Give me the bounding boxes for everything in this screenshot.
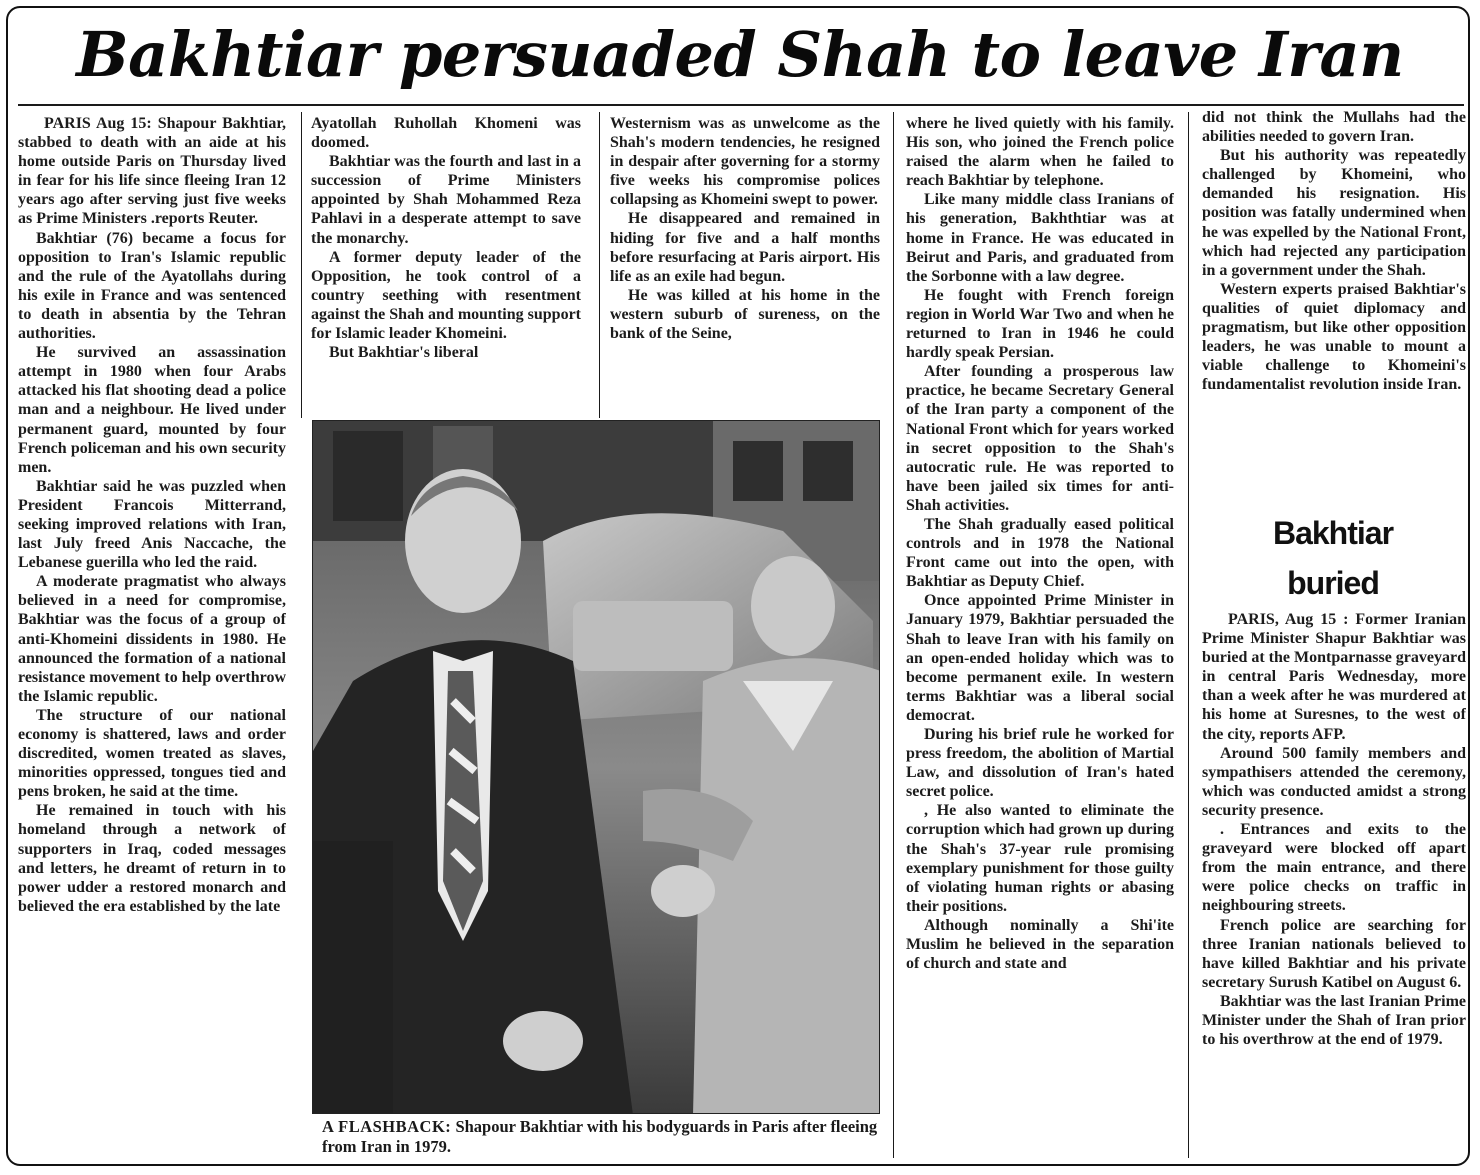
photo-caption (322, 1117, 880, 1157)
sub-headline-line: buried (1287, 565, 1379, 601)
article-column-2 (311, 114, 581, 414)
paragraph: Westernism was as unwelcome as the Shah's modern tendencies, he resigned in despair after governing for a stormy five weeks his compromise polices collapsing as Khomeini swept to power. (610, 115, 880, 209)
paragraph: PARIS Aug 15: Shapour Bakhtiar, stabbed to death with an aide at his home outside Paris on Thursday lived in fear for his life since fleeing Iran 12 years ago after serving just five weeks as Prime Ministers .reports Reuter. (18, 115, 286, 228)
headline: Bakhtiar persuaded Shah to leave Iran (76, 18, 1404, 91)
paragraph: But his authority was repeatedly challenged by Khomeini, who demanded his resignation. His position was fatally undermined when he was expelled by the National Front, which had rejected any participation in a government under the Shah. (1202, 147, 1466, 279)
paragraph: Bakhtiar said he was puzzled when President Francois Mitterrand, seeking improved relations with Iran, last July freed Anis Naccache, the Lebanese guerilla who led the raid. (18, 477, 286, 572)
paragraph: He remained in touch with his homeland through a network of supporters in Iraq, coded messages and letters, he dreamt of return in to power udder a restored monarch and believed the era established by the late (18, 802, 286, 915)
paragraph: did not think the Mullahs had the abilities needed to govern Iran. (1202, 109, 1466, 146)
sub-headline (1200, 508, 1466, 608)
paragraph: Once appointed Prime Minister in January 1979, Bakhtiar persuaded the Shah to leave Iran with his family on an open-ended holiday which was to become permanent exile. In western terms Bakhtiar was a liberal social democrat. (906, 592, 1174, 724)
paragraph: where he lived quietly with his family. His son, who joined the French police raised the alarm when he failed to reach Bakhtiar by telephone. (906, 115, 1174, 190)
paragraph: French police are searching for three Iranian nationals believed to have killed Bakhtiar and his private secretary Surush Katibel on August 6. (1202, 916, 1466, 991)
paragraph: . Entrances and exits to the graveyard were blocked off apart from the main entrance, and there were police checks on traffic in neighbouring streets. (1202, 821, 1466, 915)
news-photograph (312, 420, 880, 1114)
paragraph: Bakhtiar (76) became a focus for opposition to Iran's Islamic republic and the rule of the Ayatollahs during his exile in France and was sentenced to death in absentia by the Tehran authorities. (18, 229, 286, 343)
caption-text: Shapour Bakhtiar with his bodyguards in Paris after fleeing from Iran in 1979. (322, 1117, 878, 1156)
paragraph: , He also wanted to eliminate the corruption which had grown up during the Shah's 37-year rule promising exemplary punishment for those guilty of violating human rights or abasing their positions. (906, 802, 1174, 915)
column-rule (599, 112, 600, 418)
paragraph: Ayatollah Ruhollah Khomeni was doomed. (311, 115, 581, 152)
article-column-5 (1202, 108, 1466, 498)
buried-article (1202, 610, 1466, 1158)
column-rule (1188, 112, 1189, 1158)
paragraph: Bakhtiar was the last Iranian Prime Minister under the Shah of Iran prior to his overthrow at the end of 1979. (1202, 992, 1466, 1049)
paragraph: Although nominally a Shi'ite Muslim he believed in the separation of church and state and (906, 916, 1174, 973)
paragraph: Western experts praised Bakhtiar's qualities of quiet diplomacy and pragmatism, but like other opposition leaders, he was unable to mount a viable challenge to Khomeini's fundamentalist revolution inside Iran. (1202, 280, 1466, 394)
paragraph: He fought with French foreign region in World War Two and when he returned to Iran in 1946 he could hardly speak Persian. (906, 286, 1174, 362)
paragraph: He was killed at his home in the western suburb of sureness, on the bank of the Seine, (610, 286, 880, 343)
paragraph: The Shah gradually eased political controls and in 1978 the National Front came out into the open, with Bakhtiar as Deputy Chief. (906, 515, 1174, 591)
headline-rule (18, 104, 1464, 106)
paragraph: After founding a prosperous law practice, he became Secretary General of the Iran party a component of the National Front which for years worked in secret opposition to the Shah's autocratic rule. He was reported to have been jailed six times for anti-Shah activities. (906, 363, 1174, 514)
paragraph: But Bakhtiar's liberal (329, 344, 479, 362)
paragraph: Around 500 family members and sympathisers attended the ceremony, which was conducted amidst a strong security presence. (1202, 744, 1466, 819)
paragraph: PARIS, Aug 15 : Former Iranian Prime Minister Shapur Bakhtiar was buried at the Montparnasse graveyard in central Paris Wednesday, more than a week after he was murdered at his home at Suresnes, to the west of the city, reports AFP. (1202, 611, 1466, 743)
paragraph: Like many middle class Iranians of his generation, Bakhthtiar was at home in France. He was educated in Beirut and Paris, and graduated from the Sorbonne with a law degree. (906, 191, 1174, 285)
paragraph: He disappeared and remained in hiding for five and a half months before resurfacing at Paris airport. His life as an exile had begun. (610, 210, 880, 285)
column-rule (893, 112, 894, 1158)
paragraph: The structure of our national economy is shattered, laws and order discredited, women treated as slaves, minorities oppressed, tongues tied and pens broken, he said at the time. (18, 706, 286, 801)
column-rule (301, 112, 302, 418)
article-column-4 (906, 114, 1174, 1158)
paragraph: Bakhtiar was the fourth and last in a succession of Prime Ministers appointed by Shah Mohammed Reza Pahlavi in a desperate attempt to save the monarchy. (311, 153, 581, 247)
article-column-3 (610, 114, 880, 414)
paragraph: During his brief rule he worked for press freedom, the abolition of Martial Law, and dissolution of Iran's hated secret police. (906, 726, 1174, 801)
article-column-1 (18, 114, 286, 1158)
paragraph: A former deputy leader of the Opposition, he took control of a country seething with resentment against the Shah and mounting support for Islamic leader Khomeini. (311, 248, 581, 343)
paragraph: He survived an assassination attempt in 1980 when four Arabs attacked his flat shooting dead a police man and a neighbour. He lived under permanent guard, mounted by four French policeman and his own security men. (18, 344, 286, 476)
paragraph: A moderate pragmatist who always believed in a need for compromise, Bakhtiar was the focus of a group of anti-Khomeini dissidents in 1980. He announced the formation of a national resistance movement to help overthrow the Islamic republic. (18, 573, 286, 705)
sub-headline-line: Bakhtiar (1272, 515, 1394, 551)
caption-lead: A FLASHBACK: (322, 1117, 452, 1136)
